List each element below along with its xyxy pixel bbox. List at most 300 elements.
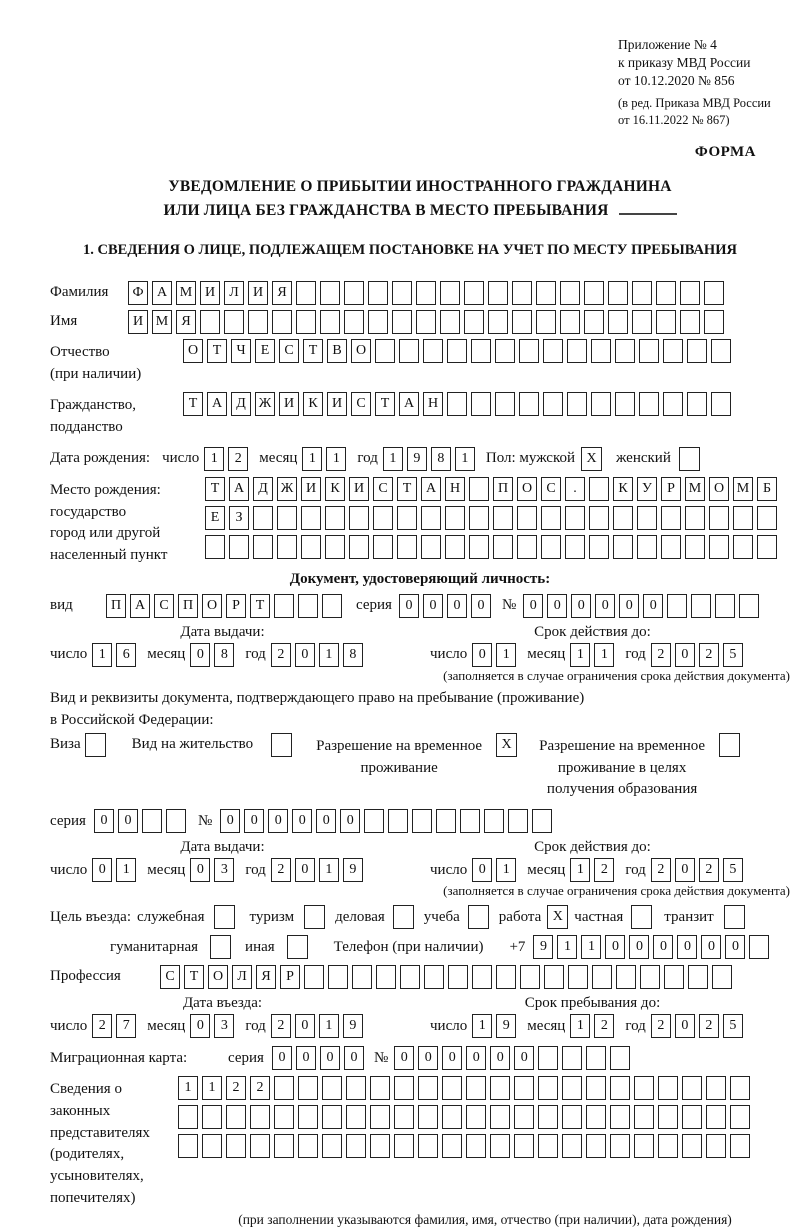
form-cell[interactable]: [178, 1134, 198, 1158]
form-cell[interactable]: [592, 965, 612, 989]
form-cell[interactable]: 0: [523, 594, 543, 618]
form-cell[interactable]: [298, 1076, 318, 1100]
form-cell[interactable]: А: [130, 594, 150, 618]
form-cell[interactable]: 0: [629, 935, 649, 959]
form-cell[interactable]: И: [349, 477, 369, 501]
purpose-other-checkbox[interactable]: [287, 935, 308, 959]
purpose-work-checkbox[interactable]: X: [547, 905, 568, 929]
form-cell[interactable]: [543, 392, 563, 416]
temp-residence-checkbox[interactable]: X: [496, 733, 517, 757]
form-cell[interactable]: О: [351, 339, 371, 363]
form-cell[interactable]: 2: [226, 1076, 246, 1100]
form-cell[interactable]: 0: [94, 809, 114, 833]
form-cell[interactable]: [368, 310, 388, 334]
form-cell[interactable]: 2: [594, 1014, 614, 1038]
form-cell[interactable]: [296, 310, 316, 334]
form-cell[interactable]: [328, 965, 348, 989]
form-cell[interactable]: Л: [232, 965, 252, 989]
form-cell[interactable]: 9: [407, 447, 427, 471]
form-cell[interactable]: 1: [496, 643, 516, 667]
purpose-humanitarian-checkbox[interactable]: [210, 935, 231, 959]
form-cell[interactable]: [562, 1105, 582, 1129]
form-cell[interactable]: [656, 310, 676, 334]
form-cell[interactable]: 0: [118, 809, 138, 833]
form-cell[interactable]: 1: [557, 935, 577, 959]
form-cell[interactable]: Т: [250, 594, 270, 618]
form-cell[interactable]: [589, 477, 609, 501]
form-cell[interactable]: [520, 965, 540, 989]
form-cell[interactable]: 0: [320, 1046, 340, 1070]
form-cell[interactable]: [416, 310, 436, 334]
form-cell[interactable]: [436, 809, 456, 833]
form-cell[interactable]: [488, 310, 508, 334]
form-cell[interactable]: [250, 1105, 270, 1129]
form-cell[interactable]: [639, 339, 659, 363]
form-cell[interactable]: 5: [723, 643, 743, 667]
form-cell[interactable]: [749, 935, 769, 959]
residence-permit-checkbox[interactable]: [271, 733, 292, 757]
form-cell[interactable]: А: [207, 392, 227, 416]
form-cell[interactable]: [205, 535, 225, 559]
form-cell[interactable]: [370, 1134, 390, 1158]
form-cell[interactable]: К: [613, 477, 633, 501]
form-cell[interactable]: [464, 281, 484, 305]
form-cell[interactable]: 1: [204, 447, 224, 471]
form-cell[interactable]: Т: [303, 339, 323, 363]
form-cell[interactable]: [536, 281, 556, 305]
form-cell[interactable]: [322, 594, 342, 618]
form-cell[interactable]: [691, 594, 711, 618]
form-cell[interactable]: [565, 506, 585, 530]
form-cell[interactable]: [469, 506, 489, 530]
form-cell[interactable]: [490, 1134, 510, 1158]
form-cell[interactable]: [541, 506, 561, 530]
form-cell[interactable]: [634, 1105, 654, 1129]
form-cell[interactable]: О: [709, 477, 729, 501]
form-cell[interactable]: [517, 506, 537, 530]
form-cell[interactable]: [685, 506, 705, 530]
form-cell[interactable]: [632, 310, 652, 334]
form-cell[interactable]: [538, 1134, 558, 1158]
form-cell[interactable]: [421, 535, 441, 559]
form-cell[interactable]: [608, 310, 628, 334]
form-cell[interactable]: [373, 535, 393, 559]
form-cell[interactable]: [253, 535, 273, 559]
form-cell[interactable]: [543, 339, 563, 363]
form-cell[interactable]: А: [399, 392, 419, 416]
form-cell[interactable]: В: [327, 339, 347, 363]
form-cell[interactable]: [274, 1134, 294, 1158]
form-cell[interactable]: [274, 1076, 294, 1100]
form-cell[interactable]: 9: [343, 1014, 363, 1038]
form-cell[interactable]: [591, 339, 611, 363]
form-cell[interactable]: [514, 1134, 534, 1158]
form-cell[interactable]: [610, 1046, 630, 1070]
form-cell[interactable]: 0: [295, 858, 315, 882]
form-cell[interactable]: [687, 339, 707, 363]
form-cell[interactable]: [373, 506, 393, 530]
form-cell[interactable]: [706, 1134, 726, 1158]
form-cell[interactable]: 1: [116, 858, 136, 882]
form-cell[interactable]: [277, 535, 297, 559]
form-cell[interactable]: [412, 809, 432, 833]
form-cell[interactable]: [658, 1105, 678, 1129]
form-cell[interactable]: 1: [496, 858, 516, 882]
form-cell[interactable]: [370, 1105, 390, 1129]
form-cell[interactable]: [661, 506, 681, 530]
form-cell[interactable]: 0: [295, 643, 315, 667]
form-cell[interactable]: [704, 310, 724, 334]
form-cell[interactable]: [464, 310, 484, 334]
form-cell[interactable]: [517, 535, 537, 559]
form-cell[interactable]: [200, 310, 220, 334]
form-cell[interactable]: 0: [268, 809, 288, 833]
purpose-official-checkbox[interactable]: [214, 905, 235, 929]
form-cell[interactable]: 1: [570, 858, 590, 882]
form-cell[interactable]: С: [541, 477, 561, 501]
form-cell[interactable]: [615, 392, 635, 416]
form-cell[interactable]: [250, 1134, 270, 1158]
form-cell[interactable]: К: [325, 477, 345, 501]
form-cell[interactable]: [730, 1105, 750, 1129]
form-cell[interactable]: 0: [472, 643, 492, 667]
form-cell[interactable]: [274, 1105, 294, 1129]
form-cell[interactable]: [541, 535, 561, 559]
form-cell[interactable]: [349, 506, 369, 530]
form-cell[interactable]: [610, 1105, 630, 1129]
form-cell[interactable]: 2: [699, 858, 719, 882]
form-cell[interactable]: [392, 281, 412, 305]
form-cell[interactable]: 1: [178, 1076, 198, 1100]
form-cell[interactable]: 2: [271, 643, 291, 667]
form-cell[interactable]: 0: [220, 809, 240, 833]
form-cell[interactable]: Ф: [128, 281, 148, 305]
form-cell[interactable]: 0: [595, 594, 615, 618]
form-cell[interactable]: [442, 1134, 462, 1158]
form-cell[interactable]: [632, 281, 652, 305]
form-cell[interactable]: [466, 1076, 486, 1100]
form-cell[interactable]: [519, 392, 539, 416]
form-cell[interactable]: 2: [651, 643, 671, 667]
form-cell[interactable]: [349, 535, 369, 559]
form-cell[interactable]: Т: [397, 477, 417, 501]
form-cell[interactable]: 0: [605, 935, 625, 959]
form-cell[interactable]: [490, 1105, 510, 1129]
form-cell[interactable]: П: [106, 594, 126, 618]
form-cell[interactable]: [704, 281, 724, 305]
form-cell[interactable]: И: [279, 392, 299, 416]
form-cell[interactable]: 6: [116, 643, 136, 667]
form-cell[interactable]: М: [733, 477, 753, 501]
form-cell[interactable]: 8: [214, 643, 234, 667]
form-cell[interactable]: [226, 1105, 246, 1129]
form-cell[interactable]: [715, 594, 735, 618]
form-cell[interactable]: 0: [316, 809, 336, 833]
form-cell[interactable]: 0: [344, 1046, 364, 1070]
form-cell[interactable]: П: [493, 477, 513, 501]
form-cell[interactable]: [272, 310, 292, 334]
form-cell[interactable]: [447, 392, 467, 416]
form-cell[interactable]: [538, 1076, 558, 1100]
form-cell[interactable]: [274, 594, 294, 618]
form-cell[interactable]: 0: [92, 858, 112, 882]
form-cell[interactable]: [202, 1134, 222, 1158]
form-cell[interactable]: Я: [272, 281, 292, 305]
form-cell[interactable]: [421, 506, 441, 530]
temp-residence-education-checkbox[interactable]: [719, 733, 740, 757]
form-cell[interactable]: [687, 392, 707, 416]
form-cell[interactable]: [711, 339, 731, 363]
form-cell[interactable]: [298, 594, 318, 618]
form-cell[interactable]: 0: [471, 594, 491, 618]
form-cell[interactable]: 8: [343, 643, 363, 667]
form-cell[interactable]: [368, 281, 388, 305]
form-cell[interactable]: Я: [256, 965, 276, 989]
form-cell[interactable]: [739, 594, 759, 618]
form-cell[interactable]: [346, 1134, 366, 1158]
form-cell[interactable]: [589, 535, 609, 559]
form-cell[interactable]: [224, 310, 244, 334]
form-cell[interactable]: 2: [651, 1014, 671, 1038]
form-cell[interactable]: [613, 535, 633, 559]
form-cell[interactable]: 0: [190, 1014, 210, 1038]
form-cell[interactable]: 2: [271, 858, 291, 882]
form-cell[interactable]: [568, 965, 588, 989]
form-cell[interactable]: 5: [723, 858, 743, 882]
form-cell[interactable]: [730, 1134, 750, 1158]
form-cell[interactable]: [688, 965, 708, 989]
form-cell[interactable]: [532, 809, 552, 833]
form-cell[interactable]: [663, 392, 683, 416]
purpose-transit-checkbox[interactable]: [724, 905, 745, 929]
form-cell[interactable]: [447, 339, 467, 363]
form-cell[interactable]: [560, 281, 580, 305]
form-cell[interactable]: [346, 1076, 366, 1100]
form-cell[interactable]: [178, 1105, 198, 1129]
form-cell[interactable]: А: [421, 477, 441, 501]
form-cell[interactable]: 2: [250, 1076, 270, 1100]
form-cell[interactable]: 0: [447, 594, 467, 618]
form-cell[interactable]: Ж: [255, 392, 275, 416]
form-cell[interactable]: [166, 809, 186, 833]
form-cell[interactable]: [142, 809, 162, 833]
form-cell[interactable]: 1: [202, 1076, 222, 1100]
form-cell[interactable]: 1: [570, 1014, 590, 1038]
form-cell[interactable]: [610, 1076, 630, 1100]
form-cell[interactable]: [565, 535, 585, 559]
form-cell[interactable]: Л: [224, 281, 244, 305]
form-cell[interactable]: [658, 1076, 678, 1100]
form-cell[interactable]: С: [279, 339, 299, 363]
form-cell[interactable]: [298, 1105, 318, 1129]
form-cell[interactable]: [567, 339, 587, 363]
form-cell[interactable]: 0: [295, 1014, 315, 1038]
form-cell[interactable]: [757, 506, 777, 530]
form-cell[interactable]: У: [637, 477, 657, 501]
form-cell[interactable]: [706, 1076, 726, 1100]
form-cell[interactable]: Р: [280, 965, 300, 989]
form-cell[interactable]: [325, 506, 345, 530]
form-cell[interactable]: С: [160, 965, 180, 989]
form-cell[interactable]: [661, 535, 681, 559]
form-cell[interactable]: [667, 594, 687, 618]
form-cell[interactable]: [388, 809, 408, 833]
form-cell[interactable]: [680, 310, 700, 334]
form-cell[interactable]: [560, 310, 580, 334]
form-cell[interactable]: Н: [445, 477, 465, 501]
form-cell[interactable]: [423, 339, 443, 363]
form-cell[interactable]: [586, 1105, 606, 1129]
form-cell[interactable]: [375, 339, 395, 363]
form-cell[interactable]: Т: [205, 477, 225, 501]
form-cell[interactable]: 8: [431, 447, 451, 471]
form-cell[interactable]: 0: [442, 1046, 462, 1070]
form-cell[interactable]: 1: [319, 643, 339, 667]
form-cell[interactable]: [322, 1076, 342, 1100]
form-cell[interactable]: [469, 535, 489, 559]
purpose-tourism-checkbox[interactable]: [304, 905, 325, 929]
form-cell[interactable]: 2: [651, 858, 671, 882]
form-cell[interactable]: [508, 809, 528, 833]
form-cell[interactable]: 3: [214, 858, 234, 882]
form-cell[interactable]: [712, 965, 732, 989]
form-cell[interactable]: 1: [472, 1014, 492, 1038]
form-cell[interactable]: 1: [570, 643, 590, 667]
form-cell[interactable]: [639, 392, 659, 416]
form-cell[interactable]: [706, 1105, 726, 1129]
form-cell[interactable]: П: [178, 594, 198, 618]
form-cell[interactable]: Я: [176, 310, 196, 334]
form-cell[interactable]: [586, 1076, 606, 1100]
form-cell[interactable]: [226, 1134, 246, 1158]
form-cell[interactable]: О: [183, 339, 203, 363]
form-cell[interactable]: 2: [228, 447, 248, 471]
form-cell[interactable]: [442, 1076, 462, 1100]
form-cell[interactable]: [637, 506, 657, 530]
form-cell[interactable]: [344, 281, 364, 305]
form-cell[interactable]: [320, 281, 340, 305]
form-cell[interactable]: [253, 506, 273, 530]
form-cell[interactable]: [640, 965, 660, 989]
form-cell[interactable]: [301, 506, 321, 530]
purpose-private-checkbox[interactable]: [631, 905, 652, 929]
form-cell[interactable]: [397, 506, 417, 530]
form-cell[interactable]: [562, 1134, 582, 1158]
form-cell[interactable]: [536, 310, 556, 334]
form-cell[interactable]: [589, 506, 609, 530]
form-cell[interactable]: И: [301, 477, 321, 501]
form-cell[interactable]: [397, 535, 417, 559]
form-cell[interactable]: Д: [231, 392, 251, 416]
form-cell[interactable]: Т: [184, 965, 204, 989]
male-checkbox[interactable]: X: [581, 447, 602, 471]
form-cell[interactable]: [344, 310, 364, 334]
form-cell[interactable]: [495, 392, 515, 416]
form-cell[interactable]: 1: [92, 643, 112, 667]
form-cell[interactable]: [512, 281, 532, 305]
form-cell[interactable]: [471, 339, 491, 363]
form-cell[interactable]: [538, 1105, 558, 1129]
form-cell[interactable]: 1: [383, 447, 403, 471]
form-cell[interactable]: Р: [661, 477, 681, 501]
form-cell[interactable]: [460, 809, 480, 833]
form-cell[interactable]: Д: [253, 477, 273, 501]
form-cell[interactable]: 0: [399, 594, 419, 618]
form-cell[interactable]: [399, 339, 419, 363]
form-cell[interactable]: [445, 535, 465, 559]
form-cell[interactable]: О: [517, 477, 537, 501]
form-cell[interactable]: .: [565, 477, 585, 501]
form-cell[interactable]: [637, 535, 657, 559]
form-cell[interactable]: [682, 1134, 702, 1158]
form-cell[interactable]: 2: [699, 643, 719, 667]
form-cell[interactable]: А: [229, 477, 249, 501]
form-cell[interactable]: [656, 281, 676, 305]
form-cell[interactable]: 0: [675, 643, 695, 667]
form-cell[interactable]: Е: [255, 339, 275, 363]
form-cell[interactable]: Ж: [277, 477, 297, 501]
form-cell[interactable]: М: [152, 310, 172, 334]
form-cell[interactable]: [733, 506, 753, 530]
form-cell[interactable]: [466, 1134, 486, 1158]
form-cell[interactable]: [634, 1134, 654, 1158]
form-cell[interactable]: [322, 1134, 342, 1158]
form-cell[interactable]: [202, 1105, 222, 1129]
form-cell[interactable]: [301, 535, 321, 559]
form-cell[interactable]: [471, 392, 491, 416]
form-cell[interactable]: 0: [244, 809, 264, 833]
form-cell[interactable]: [615, 339, 635, 363]
form-cell[interactable]: Е: [205, 506, 225, 530]
form-cell[interactable]: [418, 1105, 438, 1129]
form-cell[interactable]: [394, 1076, 414, 1100]
form-cell[interactable]: [685, 535, 705, 559]
form-cell[interactable]: 0: [571, 594, 591, 618]
form-cell[interactable]: 0: [296, 1046, 316, 1070]
form-cell[interactable]: 1: [326, 447, 346, 471]
form-cell[interactable]: Т: [207, 339, 227, 363]
form-cell[interactable]: 2: [699, 1014, 719, 1038]
form-cell[interactable]: З: [229, 506, 249, 530]
form-cell[interactable]: [562, 1046, 582, 1070]
form-cell[interactable]: [538, 1046, 558, 1070]
form-cell[interactable]: [400, 965, 420, 989]
form-cell[interactable]: [680, 281, 700, 305]
form-cell[interactable]: [346, 1105, 366, 1129]
form-cell[interactable]: И: [128, 310, 148, 334]
form-cell[interactable]: 2: [594, 858, 614, 882]
form-cell[interactable]: [484, 809, 504, 833]
form-cell[interactable]: Р: [226, 594, 246, 618]
form-cell[interactable]: [298, 1134, 318, 1158]
form-cell[interactable]: [442, 1105, 462, 1129]
form-cell[interactable]: А: [152, 281, 172, 305]
form-cell[interactable]: 0: [292, 809, 312, 833]
form-cell[interactable]: 2: [92, 1014, 112, 1038]
form-cell[interactable]: [514, 1076, 534, 1100]
form-cell[interactable]: 0: [653, 935, 673, 959]
form-cell[interactable]: [496, 965, 516, 989]
form-cell[interactable]: [610, 1134, 630, 1158]
form-cell[interactable]: Н: [423, 392, 443, 416]
form-cell[interactable]: Б: [757, 477, 777, 501]
form-cell[interactable]: [445, 506, 465, 530]
form-cell[interactable]: М: [176, 281, 196, 305]
form-cell[interactable]: 0: [643, 594, 663, 618]
form-cell[interactable]: [608, 281, 628, 305]
form-cell[interactable]: 0: [340, 809, 360, 833]
form-cell[interactable]: 1: [594, 643, 614, 667]
